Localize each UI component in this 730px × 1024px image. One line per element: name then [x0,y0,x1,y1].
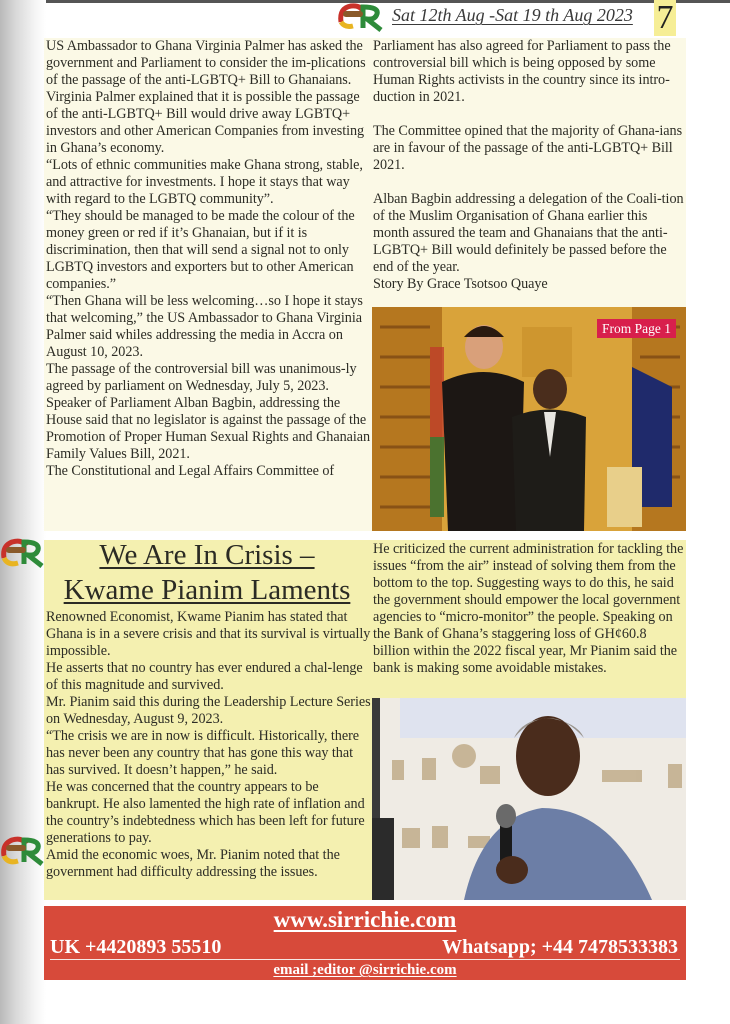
paragraph: Speaker of Parliament Alban Bagbin, addressing the House said that no legislator is against the passage of the Promotion of Proper Human Sexual Rights and Ghanaian Family Values Bill, 2021. [46,395,371,462]
paragraph: Parliament has also agreed for Parliament to pass the controversial bill which is being opposed by some Human Rights activists in the country since its intro-duction in 2021. [373,38,671,105]
photo-kwame-pianim [372,698,686,900]
page-number: 7 [654,0,676,36]
page-edge-shadow [0,0,46,1024]
paragraph: “Lots of ethnic communities make Ghana strong, stable, and attractive for investments. I hope it stays that way with regard to the LGBTQ community”. [46,157,363,207]
byline: Story By Grace Tsotsoo Quaye [373,276,548,292]
website-link[interactable]: www.sirrichie.com [273,907,457,932]
top-story-column-1 [46,38,372,480]
from-page-badge: From Page 1 [597,319,676,338]
paragraph: Amid the economic woes, Mr. Pianim noted that the government had difficulty addressing the issues. [46,847,340,880]
paragraph: The Committee opined that the majority of Ghana-ians are in favour of the passage of the anti-LGBTQ+ Bill 2021. [373,123,683,173]
paragraph: The passage of the controversial bill was unanimous-ly agreed by parliament on Wednesday, July 5, 2023. [46,361,357,394]
paragraph: Virginia Palmer explained that it is possible the passage of the anti-LGBTQ+ Bill would drive away LGBTQ+ investors and other American Companies from investing in Ghana’s economy. [46,89,365,156]
paragraph: “The crisis we are in now is difficult. Historically, there has never been any country that has gone this way that has survived. It doesn’t happen,” he said. [46,728,360,778]
paragraph: He asserts that no country has ever endured a chal-lenge of this magnitude and survived. [46,660,363,693]
paragraph: He criticized the current administration for tackling the issues “from the air” instead of solving them from the bottom to the top. Suggesting ways to do this, he said the government should empower the local government agencies to “micro-monitor” the people. Speaking on the Bank of Ghana’s staggering loss of GH¢60.8 billion within the 2022 fiscal year, Mr Pianim said the bank is making some avoidable mistakes. [373,541,684,676]
top-story-column-2 [373,38,685,293]
paragraph: Renowned Economist, Kwame Pianim has stated that Ghana is in a severe crisis and that its survival is virtually impossible. [46,609,371,659]
photo-ambassador-and-president [372,307,686,531]
whatsapp-phone: Whatsapp; +44 7478533383 [442,936,678,958]
issue-date-range: Sat 12th Aug -Sat 19 th Aug 2023 [392,5,633,25]
paragraph: “Then Ghana will be less welcoming…so I hope it stays that welcoming,” the US Ambassador to Ghana Virginia Palmer said whiles addressing the media in Accra on August 10, 2023. [46,293,363,360]
paragraph: The Constitutional and Legal Affairs Committee of [46,463,335,479]
side-logo-icon [0,536,46,568]
headline-line-1: We Are In Crisis – [99,539,315,571]
email-link[interactable]: email ;editor @sirrichie.com [273,962,457,978]
bottom-story-column-1 [46,609,372,881]
masthead-logo-icon [335,2,383,36]
paragraph: US Ambassador to Ghana Virginia Palmer has asked the government and Parliament to consider the im-plications of the passage of the anti-LGBTQ+ Bill to Ghanaians. [46,38,366,88]
paragraph: He was concerned that the country appears to be bankrupt. He also lamented the high rate of inflation and the country’s indebtedness which has been left for future generations to pay. [46,779,365,846]
uk-phone: UK +4420893 55510 [50,936,222,958]
paragraph: Mr. Pianim said this during the Leadership Lecture Series on Wednesday, August 9, 2023. [46,694,371,727]
headline-line-2: Kwame Pianim Laments [63,574,351,606]
contact-footer [44,906,686,980]
paragraph: Alban Bagbin addressing a delegation of the Coali-tion of the Muslim Organisation of Ghana earlier this month assured the team and Ghanaians that the anti-LGBTQ+ Bill would definitely be passed before the end of the year. [373,191,684,275]
side-logo-icon [0,834,46,866]
paragraph: “They should be managed to be made the colour of the money green or red if it’s Ghanaian, but if it is discrimination, then that will send a signal not to only LGBTQ investors and exporters but to other American companies.” [46,208,355,292]
bottom-story-headline [44,538,370,608]
bottom-story-column-2 [373,541,685,677]
